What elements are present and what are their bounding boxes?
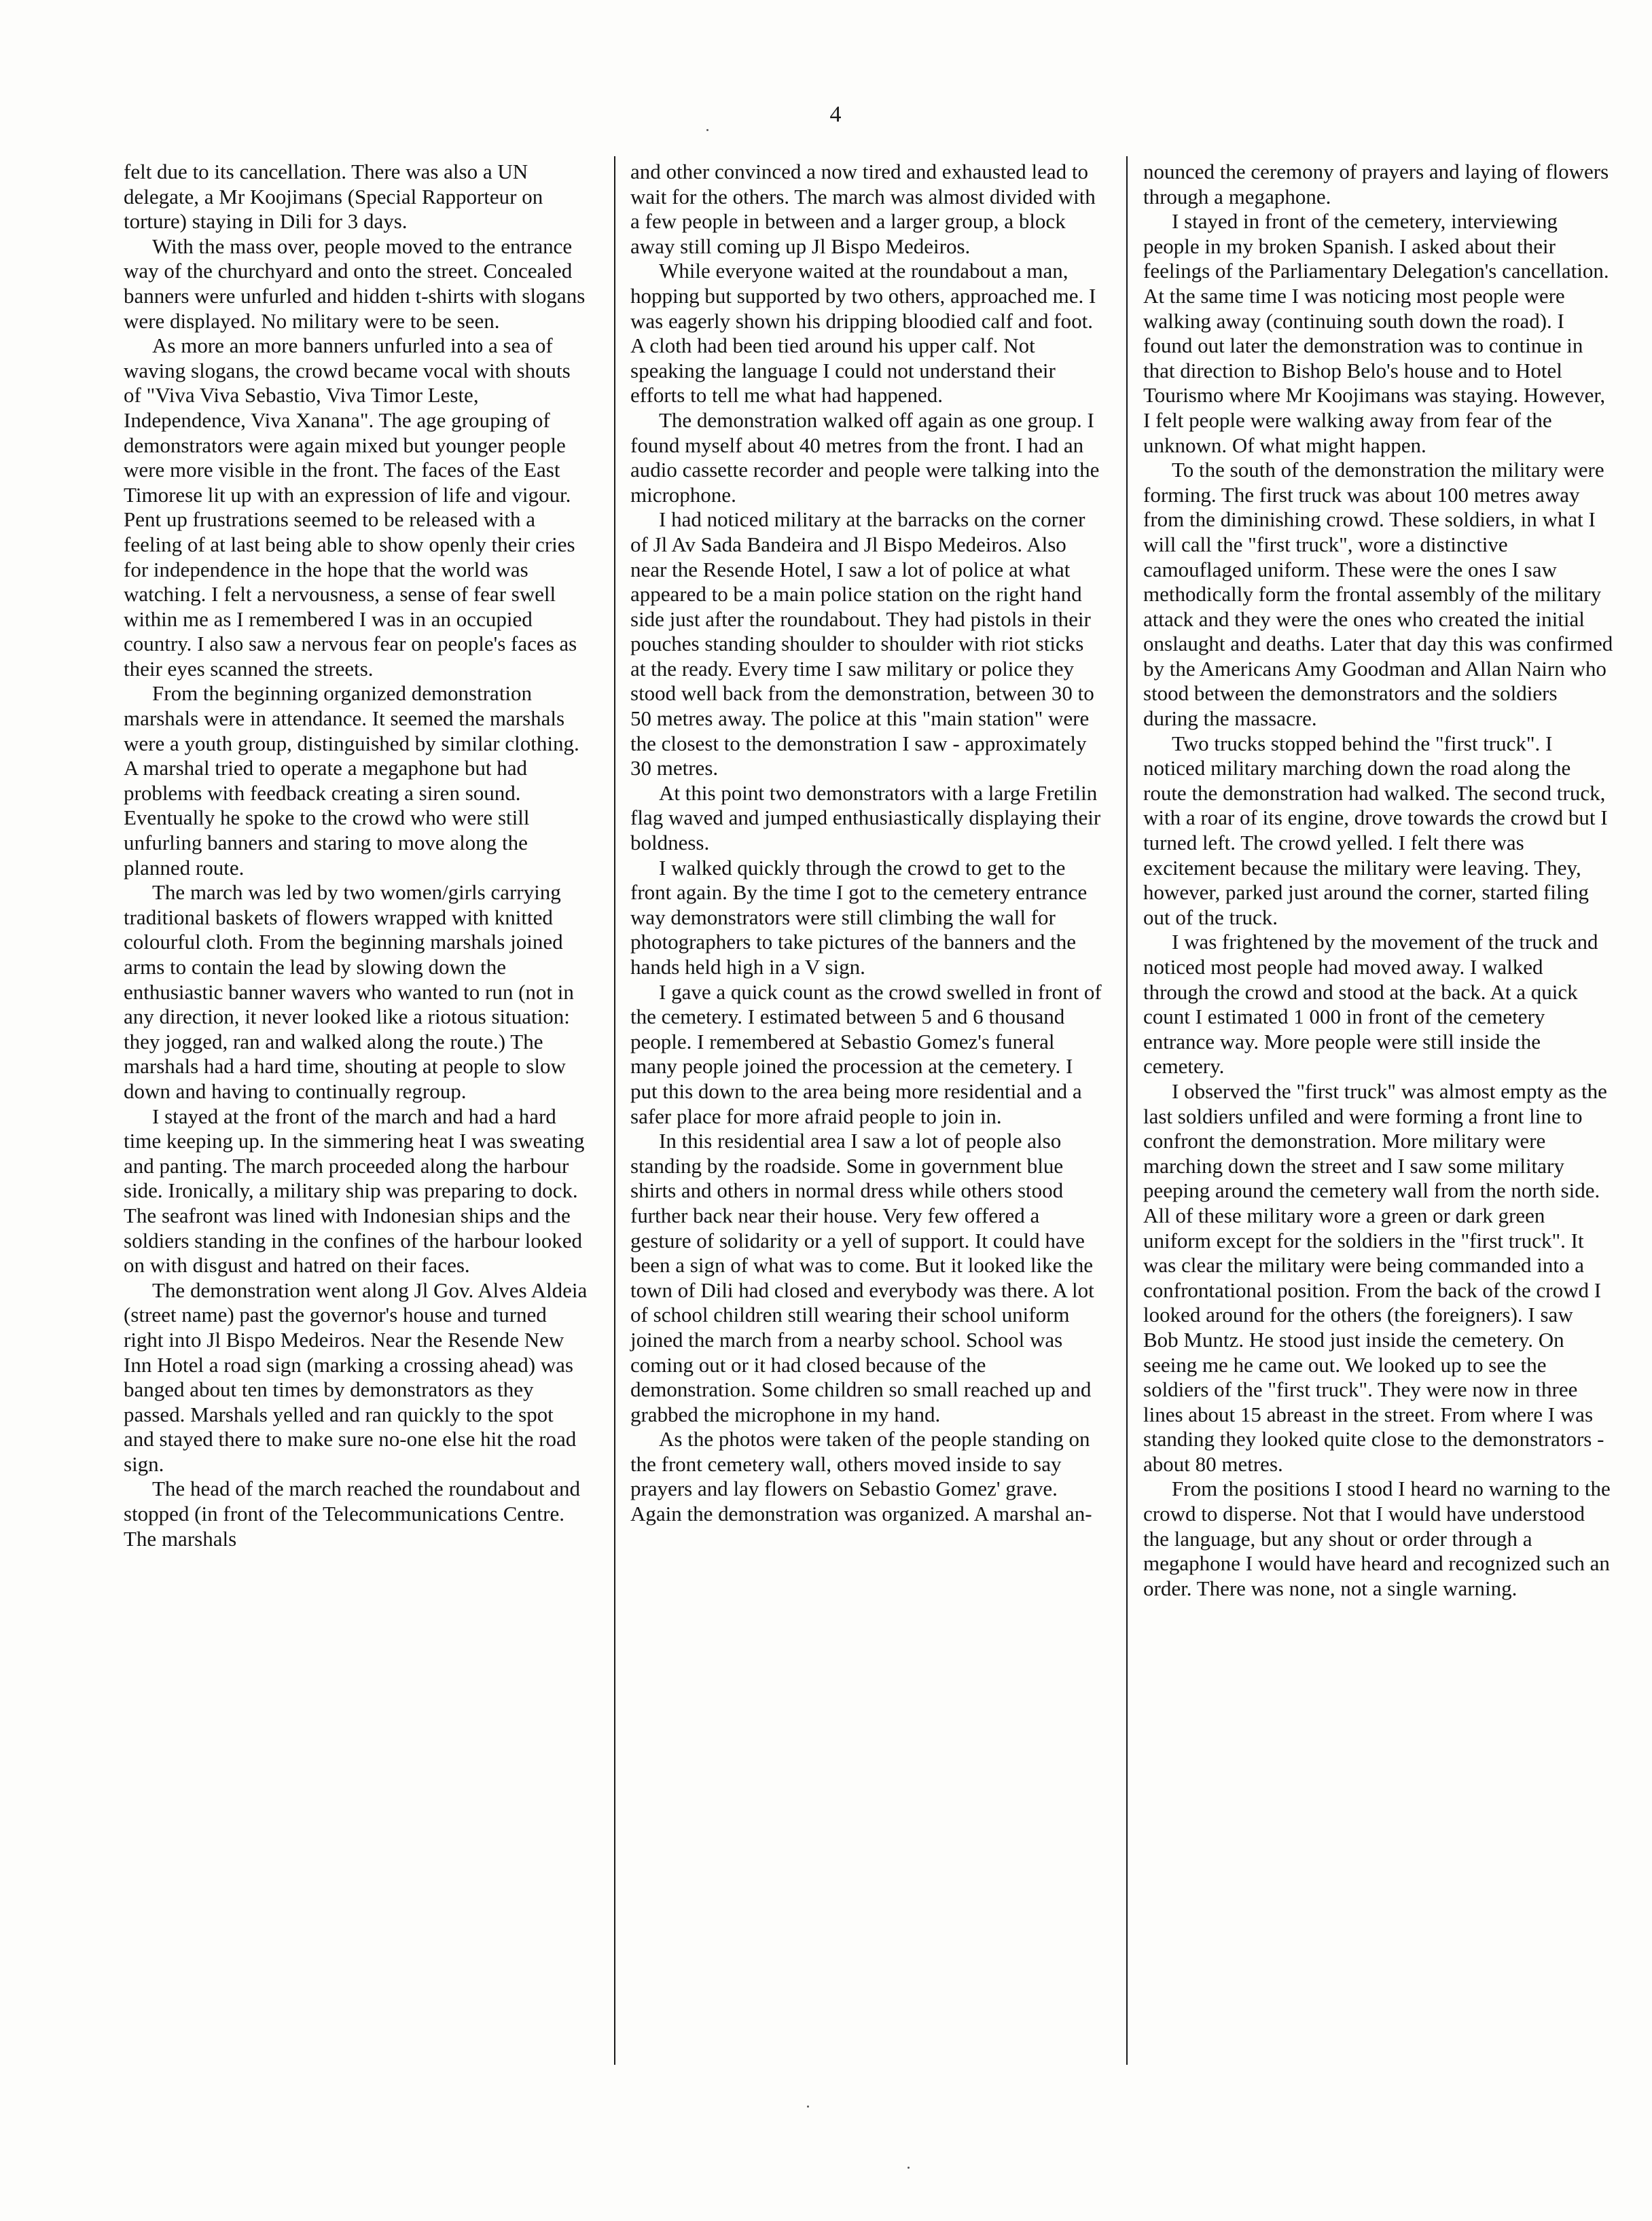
- paragraph: and other convinced a now tired and exhausted lead to wait for the others. The march was almost divided with a few people in between and a larger group, a block away still coming up Jl Bispo Medeiros.: [630, 160, 1096, 258]
- text-column-1: [124, 160, 588, 1551]
- scan-speck: [706, 129, 708, 131]
- paragraph: The demonstration walked off again as one group. I found myself about 40 metres from the front. I had an audio cassette recorder and people were talking into the microphone.: [630, 408, 1100, 507]
- paragraph: I gave a quick count as the crowd swelled in front of the cemetery. I estimated between 5 and 6 thousand people. I remembered at Sebastio Gomez's funeral many people joined the procession at the cemetery. I put this down to the area being more residential and a safer place for more afraid people to join in.: [630, 979, 1102, 1128]
- paragraph: While everyone waited at the roundabout a man, hopping but supported by two others, approached me. I was eagerly shown his dripping bloodied calf and foot. A cloth had been tied around his upper calf. Not speaking the language I could not understand their efforts to tell me what had happened.: [630, 259, 1096, 408]
- paragraph: With the mass over, people moved to the entrance way of the churchyard and onto the street. Concealed banners were unfurled and hidden t-shirts with slogans were displayed. No military were to be seen.: [124, 234, 586, 333]
- paragraph: I was frightened by the movement of the truck and noticed most people had moved away. I walked through the crowd and stood at the back. At a quick count I estimated 1 000 in front of the cemetery entrance way. More people were still inside the cemetery.: [1143, 930, 1598, 1079]
- paragraph: felt due to its cancellation. There was also a UN delegate, a Mr Koojimans (Special Rapporteur on torture) staying in Dili for 3 days.: [124, 160, 543, 234]
- paragraph: I stayed at the front of the march and had a hard time keeping up. In the simmering heat I was sweating and panting. The march proceeded along the harbour side. Ironically, a military ship was preparing to dock. The seafront was lined with Indonesian ships and the soldiers standing in the confines of the harbour looked on with disgust and hatred on their faces.: [124, 1104, 585, 1278]
- text-column-3: [1143, 160, 1613, 1601]
- scan-speck: [807, 2106, 809, 2108]
- paragraph: To the south of the demonstration the military were forming. The first truck was about 100 metres away from the diminishing crowd. These soldiers, in what I will call the "first truck", wore a distinctive camouflaged uniform. These were the ones I saw methodically form the frontal assembly of the military attack and they were the ones who created the initial onslaught and deaths. Later that day this was confirmed by the Americans Amy Goodman and Allan Nairn who stood between the demonstrators and the soldiers during the massacre.: [1143, 458, 1613, 731]
- paragraph: At this point two demonstrators with a large Fretilin flag waved and jumped enthusiastically displaying their boldness.: [630, 780, 1101, 855]
- paragraph: The head of the march reached the roundabout and stopped (in front of the Telecommunications Centre. The marshals: [124, 1477, 581, 1551]
- page-number: 4: [829, 102, 842, 127]
- paragraph: I had noticed military at the barracks on the corner of Jl Av Sada Bandeira and Jl Bispo Medeiros. Also near the Resende Hotel, I saw a lot of police at what appeared to be a main police station on the right hand side just after the roundabout. They had pistols in their pouches standing shoulder to shoulder with riot sticks at the ready. Every time I saw military or police they stood well back from the demonstration, between 30 to 50 metres away. The police at this "main station" were the closest to the demonstration I saw - approximately 30 metres.: [630, 507, 1094, 780]
- paragraph: I walked quickly through the crowd to get to the front again. By the time I got to the cemetery entrance way demonstrators were still climbing the wall for photographers to take pictures of the banners and the hands held high in a V sign.: [630, 855, 1088, 979]
- column-divider-left: [614, 156, 615, 2065]
- paragraph: The demonstration went along Jl Gov. Alves Aldeia (street name) past the governor's house and turned right into Jl Bispo Medeiros. Near the Resende New Inn Hotel a road sign (marking a crossing ahead) was banged about ten times by demonstrators as they passed. Marshals yelled and ran quickly to the spot and stayed there to make sure no-one else hit the road sign.: [124, 1278, 588, 1476]
- paragraph: The march was led by two women/girls carrying traditional baskets of flowers wrapped with knitted colourful cloth. From the beginning marshals joined arms to contain the lead by slowing down the enthusiastic banner wavers who wanted to run (not in any direction, it never looked like a riotous situation: they jogged, ran and walked along the route.) The marshals had a hard time, shouting at people to slow down and having to continually regroup.: [124, 880, 574, 1103]
- scan-speck: [908, 2167, 910, 2169]
- paragraph: I stayed in front of the cemetery, interviewing people in my broken Spanish. I asked about their feelings of the Parliamentary Delegation's cancellation. At the same time I was noticing most people were walking away (continuing south down the road). I found out later the demonstration was to continue in that direction to Bishop Belo's house and to Hotel Tourismo where Mr Koojimans was staying. However, I felt people were walking away from fear of the unknown. Of what might happen.: [1143, 209, 1609, 457]
- paragraph: From the positions I stood I heard no warning to the crowd to disperse. Not that I would have understood the language, but any shout or order through a megaphone I would have heard and recognized such an order. There was none, not a single warning.: [1143, 1477, 1611, 1600]
- paragraph: Two trucks stopped behind the "first truck". I noticed military marching down the road along the route the demonstration had walked. The second truck, with a roar of its engine, drove towards the crowd but I turned left. The crowd yelled. I felt there was excitement because the military were leaving. They, however, parked just around the corner, started filing out of the truck.: [1143, 731, 1608, 929]
- paragraph: As the photos were taken of the people standing on the front cemetery wall, others moved inside to say prayers and lay flowers on Sebastio Gomez' grave. Again the demonstration was organized. A marshal an-: [630, 1427, 1092, 1526]
- paragraph: As more an more banners unfurled into a sea of waving slogans, the crowd became vocal with shouts of "Viva Viva Sebastio, Viva Timor Leste, Independence, Viva Xanana". The age grouping of demonstrators were again mixed but younger people were more visible in the front. The faces of the East Timorese lit up with an expression of life and vigour. Pent up frustrations seemed to be released with a feeling of at last being able to show openly their cries for independence in the hope that the world was watching. I felt a nervousness, a sense of fear swell within me as I remembered I was in an occupied country. I also saw a nervous fear on people's faces as their eyes scanned the streets.: [124, 333, 577, 681]
- paragraph: nounced the ceremony of prayers and laying of flowers through a megaphone.: [1143, 160, 1609, 209]
- text-column-2: [630, 160, 1102, 1527]
- column-divider-right: [1126, 156, 1128, 2065]
- paragraph: I observed the "first truck" was almost empty as the last soldiers unfiled and were forming a front line to confront the demonstration. More military were marching down the street and I saw some military peeping around the cemetery wall from the north side. All of these military wore a green or dark green uniform except for the soldiers in the "first truck". It was clear the military were being commanded into a confrontational position. From the back of the crowd I looked around for the others (the foreigners). I saw Bob Muntz. He stood just inside the cemetery. On seeing me he came out. We looked up to see the soldiers of the "first truck". They were now in three lines about 15 abreast in the street. From where I was standing they looked quite close to the demonstrators - about 80 metres.: [1143, 1079, 1607, 1476]
- paragraph: In this residential area I saw a lot of people also standing by the roadside. Some in government blue shirts and others in normal dress while others stood further back near their house. Very few offered a gesture of solidarity or a yell of support. It could have been a sign of what was to come. But it looked like the town of Dili had closed and everybody was there. A lot of school children still wearing their school uniform joined the march from a nearby school. School was coming out or it had closed because of the demonstration. Some children so small reached up and grabbed the microphone in my hand.: [630, 1129, 1094, 1426]
- paragraph: From the beginning organized demonstration marshals were in attendance. It seemed the marshals were a youth group, distinguished by similar clothing. A marshal tried to operate a megaphone but had problems with feedback creating a siren sound. Eventually he spoke to the crowd who were still unfurling banners and staring to move along the planned route.: [124, 681, 579, 880]
